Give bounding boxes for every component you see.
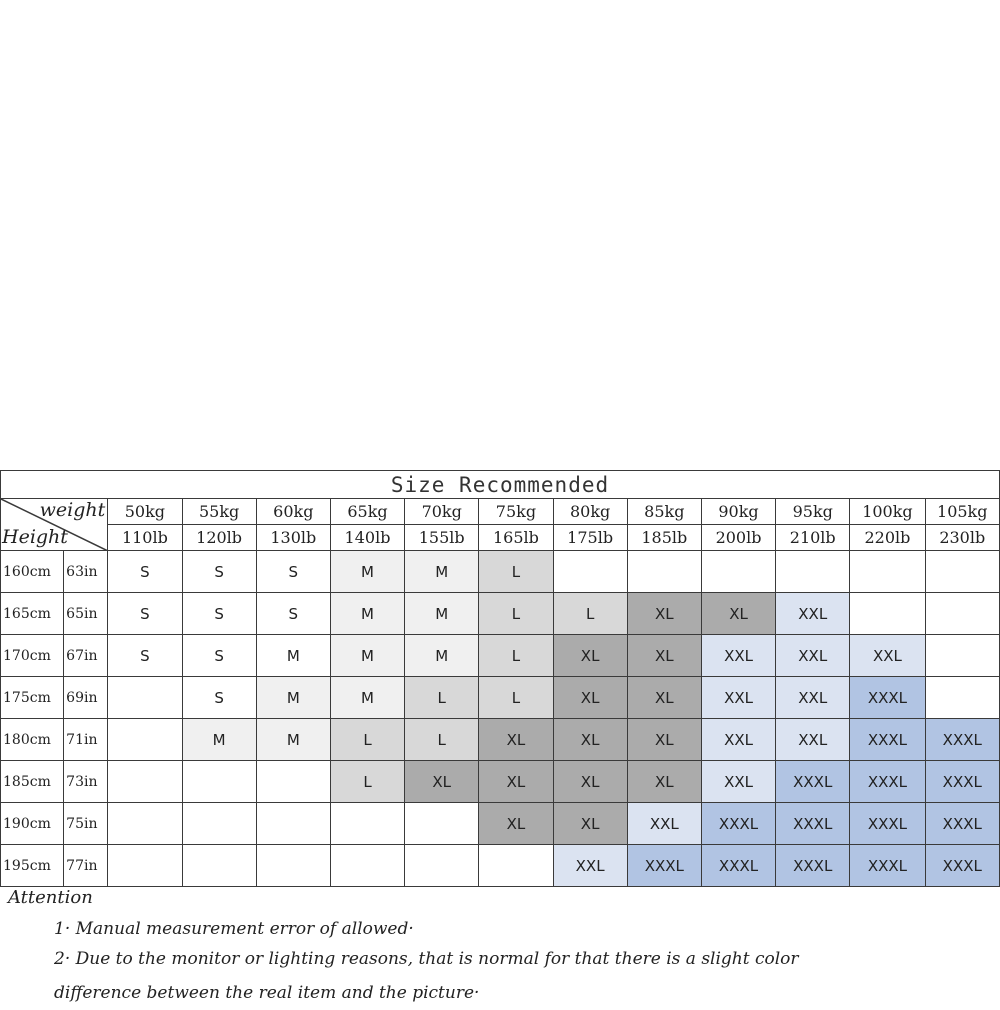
height-cm-cell: 175cm	[1, 677, 64, 719]
weight-lb-header: 155lb	[405, 525, 479, 551]
weight-kg-header: 70kg	[405, 499, 479, 525]
size-cell: M	[256, 677, 330, 719]
height-label: Height	[2, 526, 68, 548]
size-cell: XL	[627, 635, 701, 677]
weight-lb-header: 175lb	[553, 525, 627, 551]
height-in-cell: 63in	[64, 551, 108, 593]
size-cell	[108, 677, 182, 719]
weight-kg-header: 90kg	[701, 499, 775, 525]
weight-kg-header: 75kg	[479, 499, 553, 525]
weight-kg-header: 50kg	[108, 499, 182, 525]
size-cell	[405, 845, 479, 887]
size-cell: XL	[479, 803, 553, 845]
size-row	[1, 677, 1000, 719]
size-cell: XXL	[701, 719, 775, 761]
size-cell: M	[256, 635, 330, 677]
size-row	[1, 845, 1000, 887]
size-cell	[108, 761, 182, 803]
size-cell	[256, 845, 330, 887]
size-cell: XL	[553, 635, 627, 677]
size-cell: M	[330, 677, 404, 719]
size-cell: S	[182, 677, 256, 719]
weight-kg-header: 60kg	[256, 499, 330, 525]
weight-lb-header: 140lb	[330, 525, 404, 551]
weight-lb-header: 130lb	[256, 525, 330, 551]
size-cell: L	[479, 593, 553, 635]
size-cell: M	[405, 551, 479, 593]
size-cell	[182, 761, 256, 803]
size-cell: XXL	[776, 635, 850, 677]
size-cell	[925, 635, 999, 677]
size-cell: XL	[405, 761, 479, 803]
size-cell: XL	[627, 761, 701, 803]
size-cell	[256, 761, 330, 803]
size-cell: XL	[479, 719, 553, 761]
weight-kg-header: 100kg	[850, 499, 925, 525]
size-cell: XXXL	[850, 803, 925, 845]
attention-notes	[8, 887, 993, 1010]
height-cm-cell: 160cm	[1, 551, 64, 593]
size-cell: S	[182, 593, 256, 635]
size-cell: XXXL	[701, 845, 775, 887]
weight-lb-header: 110lb	[108, 525, 182, 551]
size-cell	[925, 551, 999, 593]
size-cell: L	[405, 719, 479, 761]
weight-kg-header: 85kg	[627, 499, 701, 525]
weight-label: weight	[39, 499, 106, 521]
size-cell: M	[256, 719, 330, 761]
size-cell: XL	[553, 803, 627, 845]
height-in-cell: 65in	[64, 593, 108, 635]
size-cell: S	[108, 551, 182, 593]
size-cell: S	[182, 551, 256, 593]
size-cell: XXXL	[701, 803, 775, 845]
size-table	[0, 470, 1000, 887]
weight-kg-header: 65kg	[330, 499, 404, 525]
size-cell: XXXL	[925, 719, 999, 761]
size-cell: L	[479, 551, 553, 593]
size-cell: XL	[701, 593, 775, 635]
size-cell: L	[330, 719, 404, 761]
height-in-cell: 69in	[64, 677, 108, 719]
size-cell: M	[182, 719, 256, 761]
note-2-line-a: 2· Due to the monitor or lighting reasons, that is normal for that there is a slight color	[54, 949, 799, 969]
weight-lb-header: 230lb	[925, 525, 999, 551]
weight-lb-header: 165lb	[479, 525, 553, 551]
weight-lb-header: 120lb	[182, 525, 256, 551]
weight-kg-header: 105kg	[925, 499, 999, 525]
size-cell: XXXL	[925, 845, 999, 887]
size-cell: M	[330, 635, 404, 677]
size-cell: M	[405, 593, 479, 635]
size-cell: XL	[479, 761, 553, 803]
size-cell	[182, 803, 256, 845]
size-cell: M	[330, 551, 404, 593]
size-cell: XXXL	[850, 677, 925, 719]
size-cell	[256, 803, 330, 845]
height-cm-cell: 170cm	[1, 635, 64, 677]
size-cell: XXL	[553, 845, 627, 887]
size-row	[1, 593, 1000, 635]
size-cell: S	[108, 635, 182, 677]
size-cell: XL	[553, 761, 627, 803]
height-in-cell: 67in	[64, 635, 108, 677]
size-cell: XL	[627, 677, 701, 719]
corner-header	[1, 499, 108, 551]
size-cell: XXXL	[776, 803, 850, 845]
size-cell	[330, 803, 404, 845]
size-cell	[108, 845, 182, 887]
size-cell: XL	[627, 593, 701, 635]
weight-lb-header: 200lb	[701, 525, 775, 551]
weight-kg-header: 95kg	[776, 499, 850, 525]
size-cell	[925, 677, 999, 719]
size-cell	[553, 551, 627, 593]
height-in-cell: 71in	[64, 719, 108, 761]
size-cell: L	[553, 593, 627, 635]
size-cell: XXL	[627, 803, 701, 845]
height-cm-cell: 190cm	[1, 803, 64, 845]
size-cell	[108, 803, 182, 845]
size-cell: XXXL	[850, 845, 925, 887]
size-cell	[108, 719, 182, 761]
size-cell	[701, 551, 775, 593]
height-cm-cell: 195cm	[1, 845, 64, 887]
size-cell: XXL	[776, 593, 850, 635]
size-cell: XXL	[776, 677, 850, 719]
size-cell: XXXL	[776, 761, 850, 803]
height-cm-cell: 180cm	[1, 719, 64, 761]
height-in-cell: 75in	[64, 803, 108, 845]
height-in-cell: 77in	[64, 845, 108, 887]
size-cell: XXL	[701, 677, 775, 719]
size-row	[1, 635, 1000, 677]
size-cell: L	[479, 677, 553, 719]
weight-lb-header: 185lb	[627, 525, 701, 551]
note-2-line-b: difference between the real item and the picture·	[54, 983, 480, 1003]
size-cell	[850, 551, 925, 593]
size-cell: L	[405, 677, 479, 719]
weight-kg-header: 55kg	[182, 499, 256, 525]
attention-heading: Attention	[8, 887, 93, 908]
size-cell: XL	[553, 719, 627, 761]
size-cell: S	[256, 593, 330, 635]
size-cell: XXXL	[925, 761, 999, 803]
size-cell	[627, 551, 701, 593]
size-cell: XXL	[701, 635, 775, 677]
size-cell: S	[108, 593, 182, 635]
size-cell: XXXL	[850, 719, 925, 761]
size-row	[1, 761, 1000, 803]
size-row	[1, 803, 1000, 845]
size-cell	[925, 593, 999, 635]
size-cell: XXL	[701, 761, 775, 803]
size-cell	[479, 845, 553, 887]
size-cell: XL	[553, 677, 627, 719]
size-cell: M	[405, 635, 479, 677]
weight-lb-header: 210lb	[776, 525, 850, 551]
size-cell	[182, 845, 256, 887]
size-cell: XL	[627, 719, 701, 761]
size-cell	[776, 551, 850, 593]
weight-kg-header: 80kg	[553, 499, 627, 525]
height-cm-cell: 165cm	[1, 593, 64, 635]
size-cell: XXL	[850, 635, 925, 677]
size-row	[1, 551, 1000, 593]
size-cell: XXXL	[850, 761, 925, 803]
note-1: 1· Manual measurement error of allowed·	[54, 919, 414, 939]
height-in-cell: 73in	[64, 761, 108, 803]
size-chart	[0, 470, 1000, 887]
chart-title: Size Recommended	[1, 471, 1000, 499]
size-cell	[405, 803, 479, 845]
size-cell: S	[256, 551, 330, 593]
size-cell: XXXL	[627, 845, 701, 887]
size-cell: L	[330, 761, 404, 803]
size-cell	[850, 593, 925, 635]
size-row	[1, 719, 1000, 761]
size-cell: XXXL	[776, 845, 850, 887]
height-cm-cell: 185cm	[1, 761, 64, 803]
size-cell: XXL	[776, 719, 850, 761]
size-cell: S	[182, 635, 256, 677]
weight-lb-header: 220lb	[850, 525, 925, 551]
size-cell: XXXL	[925, 803, 999, 845]
size-cell	[330, 845, 404, 887]
size-cell: M	[330, 593, 404, 635]
size-cell: L	[479, 635, 553, 677]
